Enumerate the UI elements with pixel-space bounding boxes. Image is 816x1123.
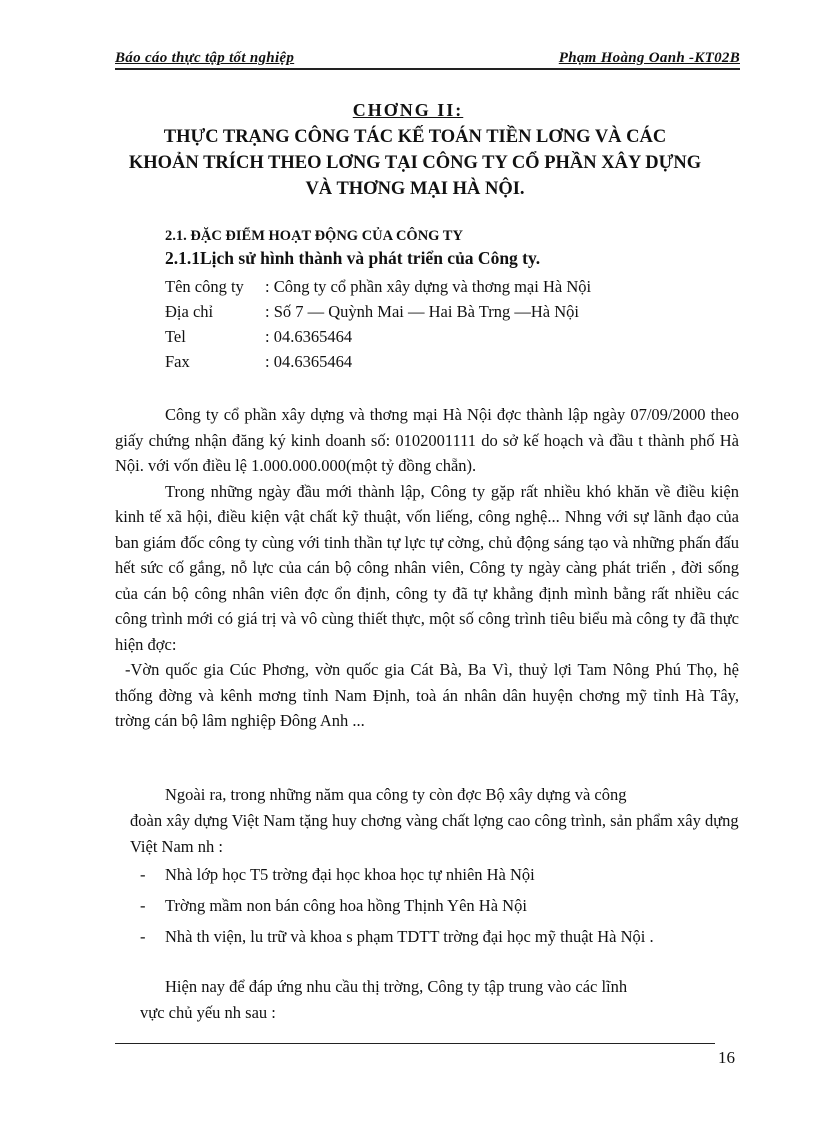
list-item-text: Nhà th viện, lu trữ và khoa s phạm TDTT trờng đại học mỹ thuật Hà Nội . — [165, 927, 654, 946]
list-item — [130, 862, 740, 888]
info-key: Địa chỉ — [165, 302, 214, 321]
paragraph-awards-rest: đoàn xây dựng Việt Nam tặng huy chơng vàng chất lợng cao công trình, sản phẩm xây dựng Việt Nam nh : — [130, 811, 739, 856]
awards-block — [130, 782, 740, 860]
info-row — [165, 274, 591, 299]
info-value: : 04.6365464 — [265, 327, 353, 346]
section-heading: 2.1. ĐẶC ĐIỂM HOẠT ĐỘNG CỦA CÔNG TY — [165, 228, 463, 244]
company-info — [165, 274, 591, 374]
chapter-label: CHƠNG II: — [352, 100, 464, 120]
footer-rule — [115, 1043, 715, 1044]
paragraph-focus-rest: vực chủ yếu nh sau : — [140, 1003, 276, 1022]
list-dash: - — [140, 927, 146, 946]
info-row — [165, 324, 591, 349]
info-key: Tên công ty — [165, 277, 244, 296]
list-item — [130, 893, 740, 919]
paragraph-founding: Công ty cổ phần xây dựng và thơng mại Hà Nội đợc thành lập ngày 07/09/2000 theo giấy chứng nhận đăng ký kinh doanh số: 0102001111 do sở kế hoạch và đầu t thành phố Hà Nội. với vốn điều lệ 1.000.000.000(một tỷ đồng chẵn). — [115, 405, 739, 475]
info-key: Fax — [165, 352, 190, 371]
info-value: : Số 7 — Quỳnh Mai — Hai Bà Trng —Hà Nội — [265, 302, 579, 321]
body-text — [115, 402, 739, 734]
header-report-title: Báo cáo thực tập tốt nghiệp — [115, 50, 295, 66]
paragraph-awards-first: Ngoài ra, trong những năm qua công ty còn đợc Bộ xây dựng và công — [165, 785, 627, 804]
subsection-heading: 2.1.1Lịch sử hình thành và phát triển của Công ty. — [165, 248, 541, 268]
list-item — [130, 924, 740, 950]
paragraph-development: Trong những ngày đầu mới thành lập, Công ty gặp rất nhiều khó khăn về điều kiện kinh tế xã hội, điều kiện vật chất kỹ thuật, vốn liếng, công nghệ... Nhng với sự lãnh đạo của ban giám đốc công ty cùng với tinh thần tự lực tự cờng, chủ động sáng tạo và những phấn đấu hết sức cố gắng, nỗ lực của cán bộ công nhân viên, Công ty ngày càng phát triển , đời sống của cán bộ công nhân viên đợc ổn định, công ty đã tự khẳng định mình bằng rất nhiều các công trình mới có giá trị và vô cùng thiết thực, một số công trình tiêu biểu mà công ty đã thực hiện đợc: — [115, 481, 739, 654]
list-dash: - — [140, 865, 146, 884]
chapter-title — [100, 124, 730, 202]
info-row — [165, 349, 591, 374]
list-dash: - — [140, 896, 146, 915]
chapter-title-line: THỰC TRẠNG CÔNG TÁC KẾ TOÁN TIỀN LƠNG VÀ CÁC — [163, 127, 667, 147]
info-value: : Công ty cổ phần xây dựng và thơng mại Hà Nội — [265, 277, 592, 296]
header-author: Phạm Hoàng Oanh -KT02B — [558, 50, 740, 66]
list-item-text: Trờng mầm non bán công hoa hồng Thịnh Yên Hà Nội — [165, 896, 527, 915]
chapter-title-line: VÀ THƠNG MẠI HÀ NỘI. — [305, 179, 525, 199]
paragraph-projects: -Vờn quốc gia Cúc Phơng, vờn quốc gia Cát Bà, Ba Vì, thuỷ lợi Tam Nông Phú Thọ, hệ thống đờng và kênh mơng tỉnh Nam Định, toà án nhân dân huyện chơng mỹ tỉnh Hà Tây, trờng cán bộ lâm nghiệp Đông Anh ... — [115, 660, 739, 730]
info-key: Tel — [165, 327, 186, 346]
list-item-text: Nhà lớp học T5 trờng đại học khoa học tự nhiên Hà Nội — [165, 865, 535, 884]
chapter-title-line: KHOẢN TRÍCH THEO LƠNG TẠI CÔNG TY CỔ PHẦN XÂY DỰNG — [128, 153, 702, 173]
page-number: 16 — [718, 1048, 735, 1067]
page-header — [115, 48, 740, 70]
info-row — [165, 299, 591, 324]
focus-block — [130, 974, 740, 1026]
info-value: : 04.6365464 — [265, 352, 353, 371]
paragraph-focus-first: Hiện nay để đáp ứng nhu cầu thị trờng, Công ty tập trung vào các lĩnh — [165, 977, 628, 996]
award-list — [130, 862, 740, 950]
